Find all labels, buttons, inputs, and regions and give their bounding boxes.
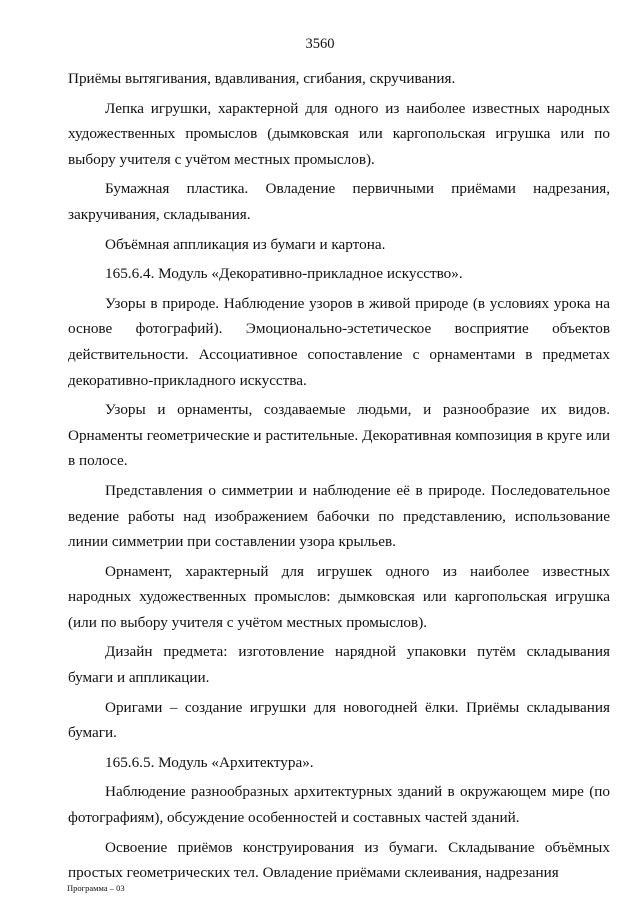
- paragraph: Дизайн предмета: изготовление нарядной упаковки путём складывания бумаги и аппликации.: [68, 643, 610, 687]
- paragraph: Освоение приёмов конструирования из бумаги. Складывание объёмных простых геометрических тел. Овладение приёмами склеивания, надрезания: [68, 838, 610, 882]
- section-heading: 165.6.5. Модуль «Архитектура».: [105, 753, 314, 771]
- paragraph: Оригами – создание игрушки для новогодней ёлки. Приёмы складывания бумаги.: [68, 698, 610, 742]
- paragraph: Узоры в природе. Наблюдение узоров в живой природе (в условиях урока на основе фотографий). Эмоционально-эстетическое восприятие объектов действительности. Ассоциативное сопоставление с орнаментами в предметах декоративно-прикладного искусства.: [68, 294, 610, 389]
- section-heading: 165.6.4. Модуль «Декоративно-прикладное искусство».: [105, 265, 463, 283]
- page-number: 3560: [305, 36, 335, 52]
- paragraph: Наблюдение разнообразных архитектурных зданий в окружающем мире (по фотографиям), обсуждение особенностей и составных частей зданий.: [68, 783, 610, 827]
- paragraph: Бумажная пластика. Овладение первичными приёмами надрезания, закручивания, складывания.: [68, 180, 610, 223]
- paragraph: Объёмная аппликация из бумаги и картона.: [105, 235, 386, 253]
- footer-label: Программа – 03: [67, 883, 125, 893]
- paragraph: Лепка игрушки, характерной для одного из наиболее известных народных художественных промыслов (дымковская или каргопольская игрушка или по выбору учителя с учётом местных промыслов).: [68, 99, 610, 168]
- document-body: [68, 66, 610, 886]
- paragraph: Узоры и орнаменты, создаваемые людьми, и разнообразие их видов. Орнаменты геометрические и растительные. Декоративная композиция в круге или в полосе.: [68, 401, 610, 470]
- paragraph: Орнамент, характерный для игрушек одного из наиболее известных народных художественных промыслов: дымковская или каргопольская игрушка (или по выбору учителя с учётом местных промыслов).: [68, 562, 610, 631]
- paragraph: Приёмы вытягивания, вдавливания, сгибания, скручивания.: [68, 70, 456, 87]
- paragraph: Представления о симметрии и наблюдение её в природе. Последовательное ведение работы над изображением бабочки по представлению, использование линии симметрии при составлении узора крыльев.: [68, 481, 610, 551]
